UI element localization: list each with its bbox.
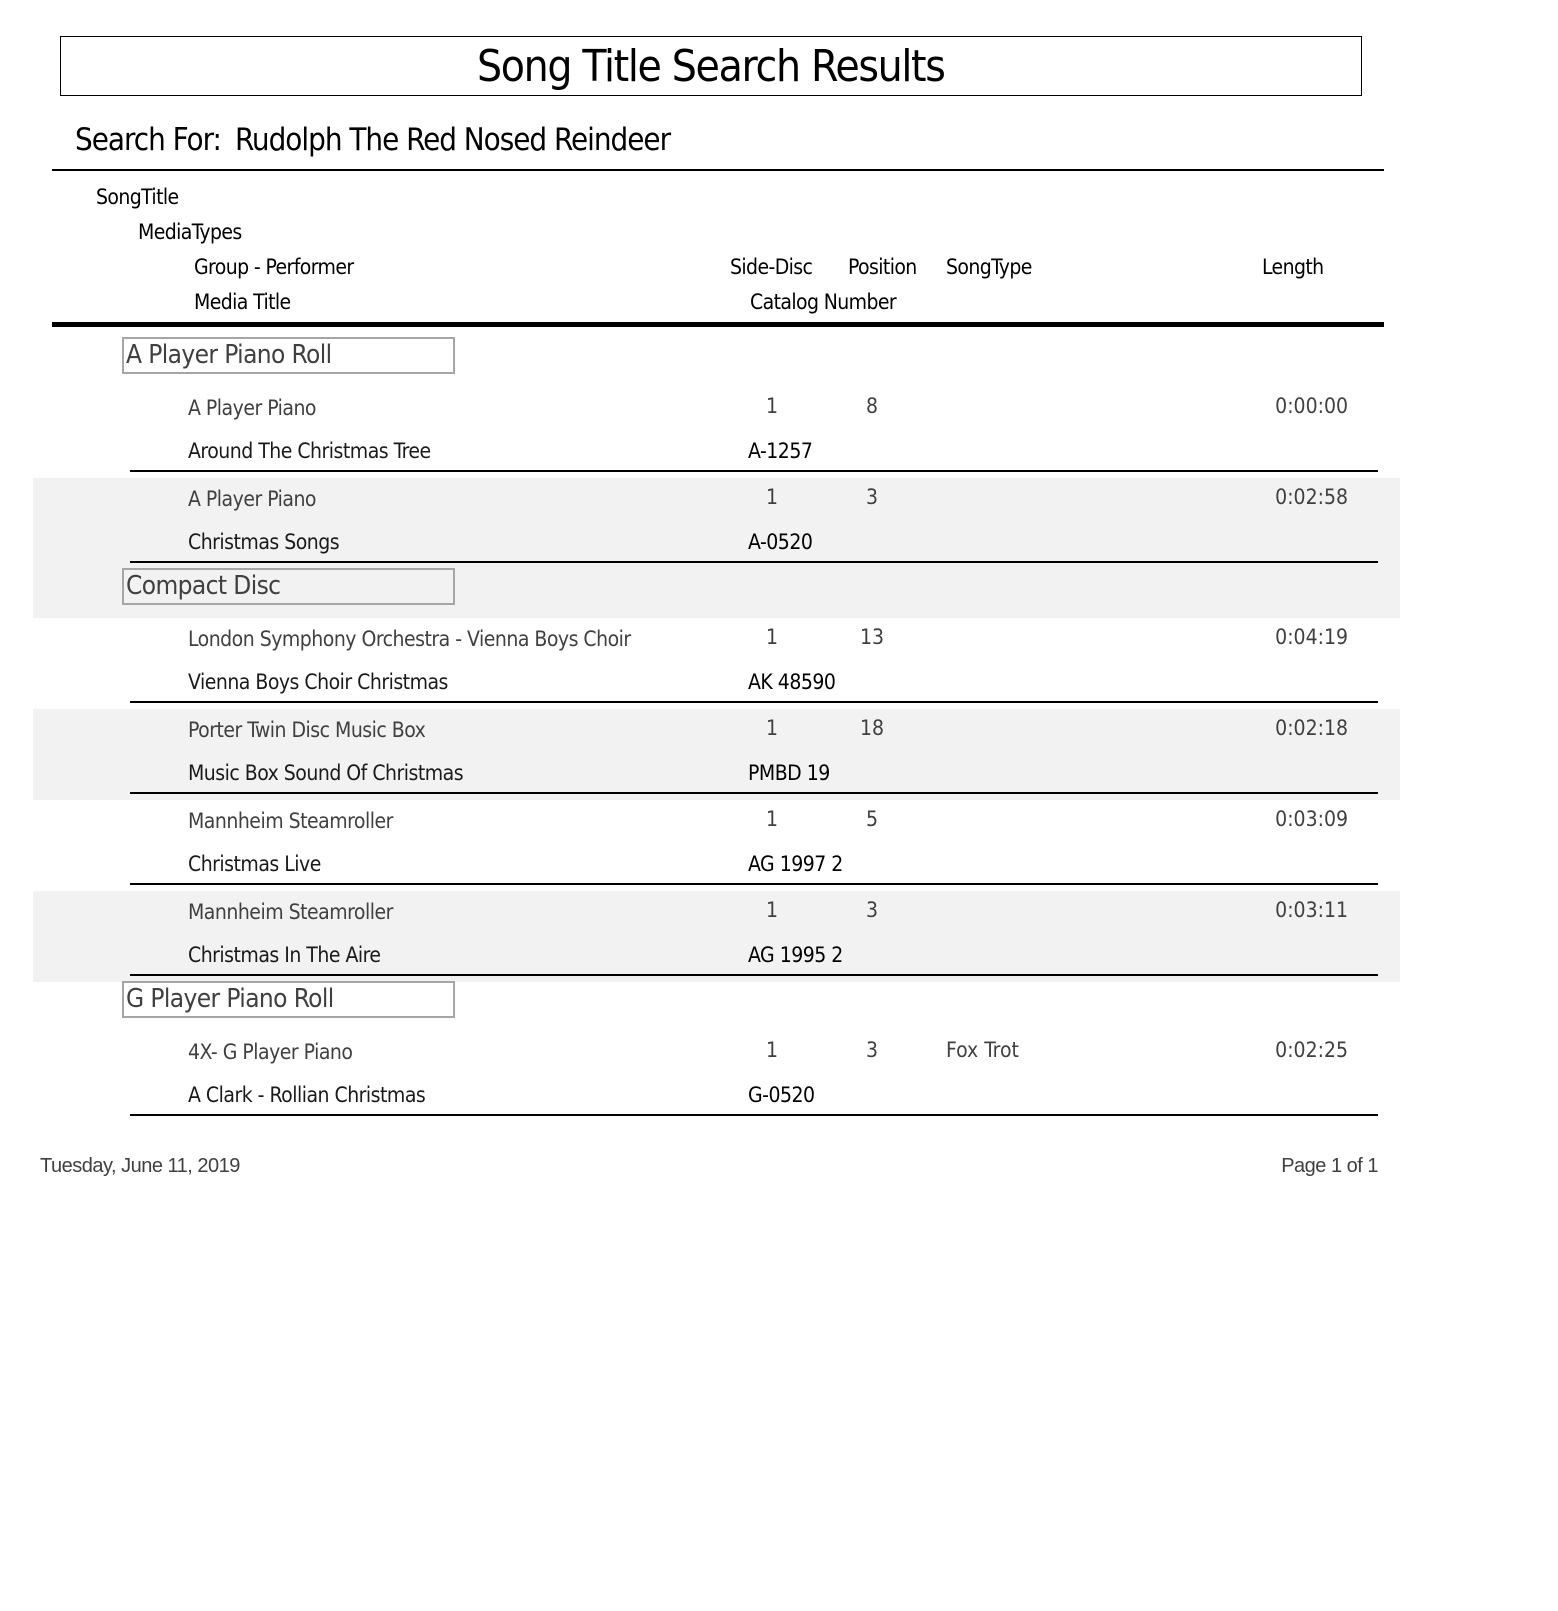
- performer: Porter Twin Disc Music Box: [188, 718, 426, 742]
- group-header-media-type: A Player Piano Roll: [122, 337, 455, 374]
- column-header-media-title: Media Title: [194, 290, 291, 314]
- side-disc: 1: [766, 394, 779, 418]
- catalog-number: AG 1995 2: [748, 943, 843, 967]
- column-header-side-disc: Side-Disc: [730, 255, 813, 279]
- position: 5: [866, 807, 879, 831]
- row-divider: [130, 701, 1378, 703]
- position: 3: [866, 1038, 879, 1062]
- group-header-media-type: Compact Disc: [122, 568, 455, 605]
- column-header-media-types: MediaTypes: [138, 220, 242, 244]
- search-divider: [52, 169, 1384, 171]
- column-header-group-performer: Group - Performer: [194, 255, 354, 279]
- position: 18: [860, 716, 885, 740]
- side-disc: 1: [766, 898, 779, 922]
- media-title: Around The Christmas Tree: [188, 439, 431, 463]
- side-disc: 1: [766, 807, 779, 831]
- side-disc: 1: [766, 1038, 779, 1062]
- header-divider: [52, 322, 1384, 327]
- catalog-number: A-1257: [748, 439, 813, 463]
- performer: A Player Piano: [188, 487, 316, 511]
- performer: A Player Piano: [188, 396, 316, 420]
- position: 3: [866, 485, 879, 509]
- catalog-number: A-0520: [748, 530, 813, 554]
- performer: Mannheim Steamroller: [188, 900, 393, 924]
- length: 0:02:18: [1275, 716, 1348, 740]
- length: 0:03:09: [1275, 807, 1348, 831]
- row-divider: [130, 561, 1378, 563]
- side-disc: 1: [766, 716, 779, 740]
- catalog-number: G-0520: [748, 1083, 815, 1107]
- length: 0:04:19: [1275, 625, 1348, 649]
- position: 3: [866, 898, 879, 922]
- position: 13: [860, 625, 885, 649]
- page-number: Page 1 of 1: [1281, 1155, 1378, 1177]
- column-header-length: Length: [1262, 255, 1324, 279]
- report-date: Tuesday, June 11, 2019: [40, 1155, 240, 1177]
- column-header-song-type: SongType: [946, 255, 1032, 279]
- media-title: Music Box Sound Of Christmas: [188, 761, 464, 785]
- row-divider: [130, 792, 1378, 794]
- column-header-song-title: SongTitle: [96, 185, 179, 209]
- report-title-box: [60, 36, 1362, 96]
- search-criteria: [75, 122, 670, 158]
- media-title: A Clark - Rollian Christmas: [188, 1083, 426, 1107]
- length: 0:03:11: [1275, 898, 1348, 922]
- column-header-position: Position: [848, 255, 917, 279]
- row-divider: [130, 470, 1378, 472]
- length: 0:02:25: [1275, 1038, 1348, 1062]
- catalog-number: AG 1997 2: [748, 852, 843, 876]
- media-title: Christmas Songs: [188, 530, 340, 554]
- song-type: Fox Trot: [946, 1038, 1019, 1062]
- row-divider: [130, 1114, 1378, 1116]
- row-divider: [130, 974, 1378, 976]
- media-title: Christmas Live: [188, 852, 321, 876]
- performer: 4X- G Player Piano: [188, 1040, 353, 1064]
- position: 8: [866, 394, 879, 418]
- search-label: Search For:: [75, 122, 221, 158]
- catalog-number: PMBD 19: [748, 761, 830, 785]
- catalog-number: AK 48590: [748, 670, 836, 694]
- length: 0:00:00: [1275, 394, 1348, 418]
- group-header-media-type: G Player Piano Roll: [122, 981, 455, 1018]
- performer: Mannheim Steamroller: [188, 809, 393, 833]
- length: 0:02:58: [1275, 485, 1348, 509]
- side-disc: 1: [766, 625, 779, 649]
- media-title: Christmas In The Aire: [188, 943, 381, 967]
- search-value: Rudolph The Red Nosed Reindeer: [234, 122, 671, 158]
- side-disc: 1: [766, 485, 779, 509]
- media-title: Vienna Boys Choir Christmas: [188, 670, 448, 694]
- report-title: Song Title Search Results: [477, 40, 945, 92]
- performer: London Symphony Orchestra - Vienna Boys Choir: [188, 627, 631, 651]
- column-header-catalog-number: Catalog Number: [750, 290, 897, 314]
- row-divider: [130, 883, 1378, 885]
